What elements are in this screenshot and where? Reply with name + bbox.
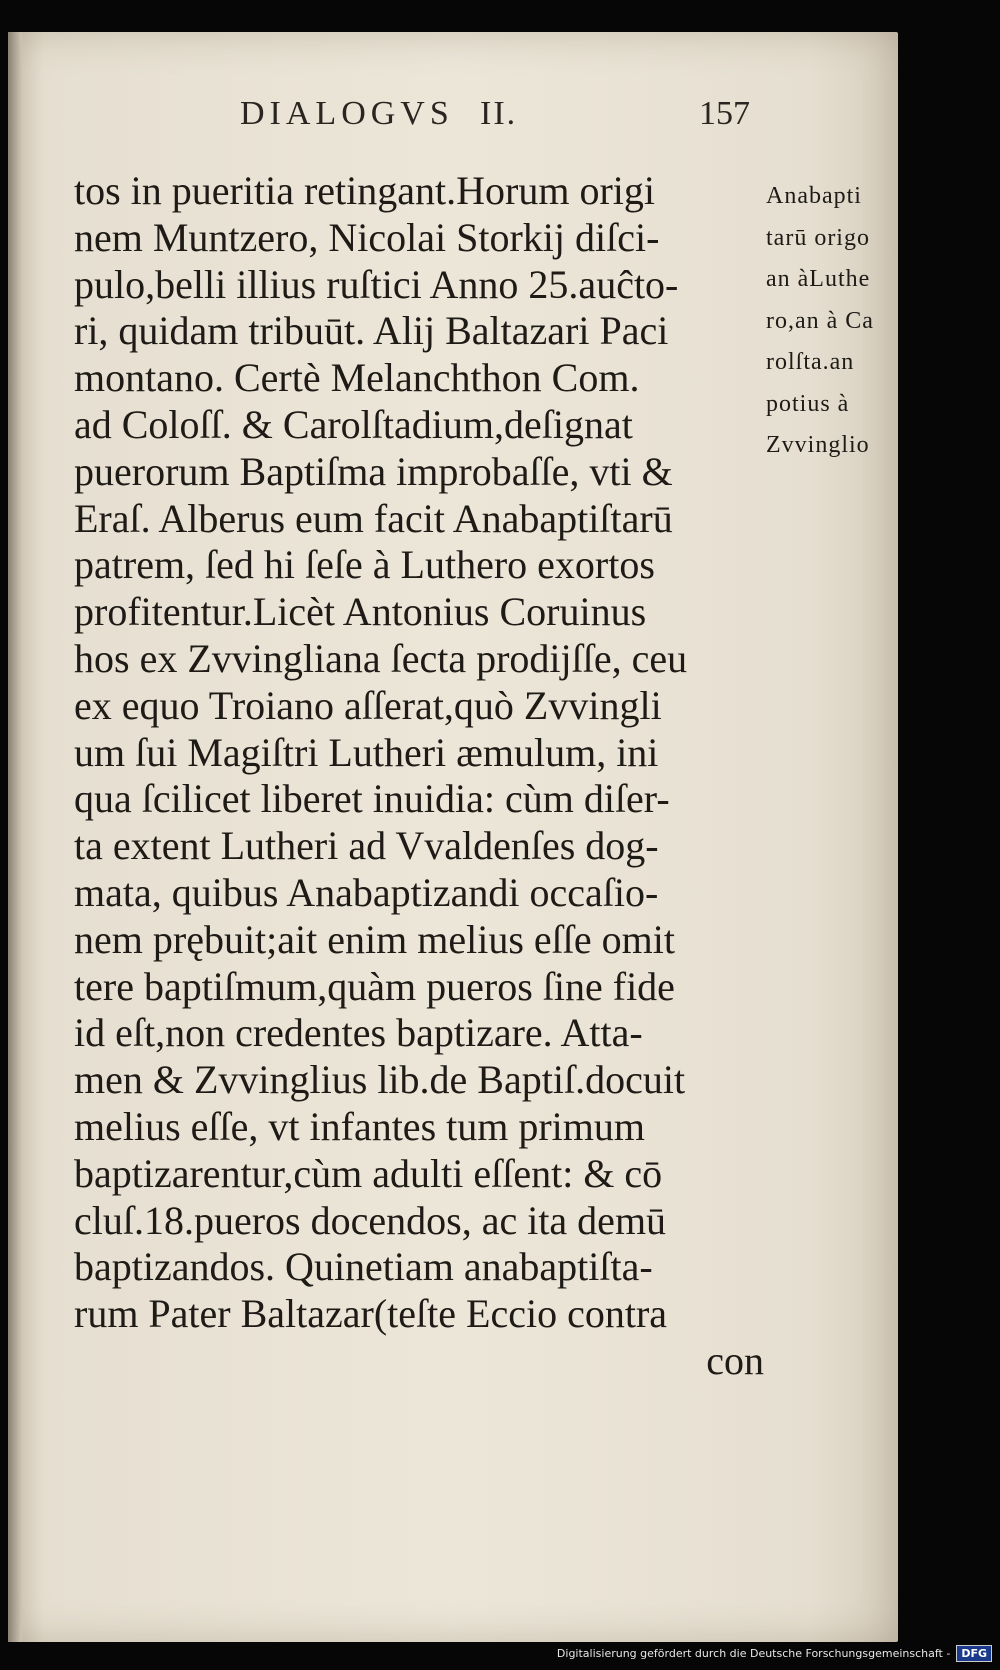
margin-note-line: rolſta.an bbox=[766, 349, 855, 375]
margin-note-line: ro,an à Ca bbox=[766, 307, 874, 334]
text-line: nem prębuit;ait enim melius eſſe omit bbox=[74, 916, 675, 962]
text-line: patrem, ſed hi ſeſe à Luthero exortos bbox=[74, 542, 655, 588]
running-head-number: II. bbox=[480, 95, 518, 132]
dfg-logo: DFG bbox=[956, 1645, 992, 1662]
text-line: ri, quidam tribuūt. Alij Baltazari Paci bbox=[74, 308, 669, 354]
text-line: men & Zvvinglius lib.de Baptiſ.docuit bbox=[74, 1057, 686, 1103]
text-line: rum Pater Baltazar(teſte Eccio contra bbox=[74, 1291, 668, 1337]
text-line: ex equo Troiano aſſerat,quò Zvvingli bbox=[74, 682, 662, 728]
margin-note bbox=[766, 176, 906, 467]
text-line: montano. Certè Melanchthon Com. bbox=[74, 355, 640, 401]
page-edge-shadow bbox=[8, 32, 22, 1642]
text-line: hos ex Zvvingliana ſecta prodijſſe, ceu bbox=[74, 635, 688, 681]
text-line: profitentur.Licèt Antonius Coruinus bbox=[74, 589, 647, 635]
text-line: baptizandos. Quinetiam anabaptiſta- bbox=[74, 1244, 653, 1290]
text-line: Eraſ. Alberus eum facit Anabaptiſtarū bbox=[74, 495, 673, 541]
text-line: ta extent Lutheri ad Vvaldenſes dog- bbox=[74, 823, 659, 869]
text-line: melius eſſe, vt infantes tum primum bbox=[74, 1103, 646, 1149]
body-text bbox=[74, 168, 764, 1385]
text-line: qua ſcilicet liberet inuidia: cùm diſer- bbox=[74, 776, 670, 822]
text-line: puerorum Baptiſma improbaſſe, vti & bbox=[74, 448, 673, 494]
running-head-title: DIALOGVS bbox=[240, 95, 454, 132]
running-head bbox=[240, 95, 750, 135]
text-line: id eſt,non credentes baptizare. Atta- bbox=[74, 1010, 643, 1056]
margin-note-line: tarū origo bbox=[766, 224, 870, 251]
margin-note-line: an àLuthe bbox=[766, 266, 871, 292]
footer-credit: Digitalisierung gefördert durch die Deutsche Forschungsgemeinschaft - bbox=[556, 1646, 951, 1660]
text-line: tere baptiſmum,quàm pueros ſine fide bbox=[74, 963, 675, 1009]
text-line: cluſ.18.pueros docendos, ac ita demū bbox=[74, 1197, 667, 1243]
text-line: tos in pueritia retingant.Horum origi bbox=[74, 168, 655, 213]
text-line: ad Coloſſ. & Carolſtadium,deſignat bbox=[74, 401, 633, 447]
text-line: pulo,belli illius ruſtici Anno 25.auĉto- bbox=[74, 261, 679, 307]
page-number: 157 bbox=[699, 95, 750, 132]
text-line: baptizarentur,cùm adulti eſſent: & cō bbox=[74, 1150, 663, 1196]
digitization-footer bbox=[557, 1642, 992, 1664]
margin-note-line: Zvvinglio bbox=[766, 432, 870, 458]
text-line: mata, quibus Anabaptizandi occaſio- bbox=[74, 869, 659, 915]
margin-note-line: potius à bbox=[766, 390, 850, 417]
text-line: nem Muntzero, Nicolai Storkij diſci- bbox=[74, 214, 660, 260]
text-line: um ſui Magiſtri Lutheri æmulum, ini bbox=[74, 729, 659, 775]
catchword: con bbox=[706, 1337, 764, 1383]
margin-note-line: Anabapti bbox=[766, 183, 862, 209]
